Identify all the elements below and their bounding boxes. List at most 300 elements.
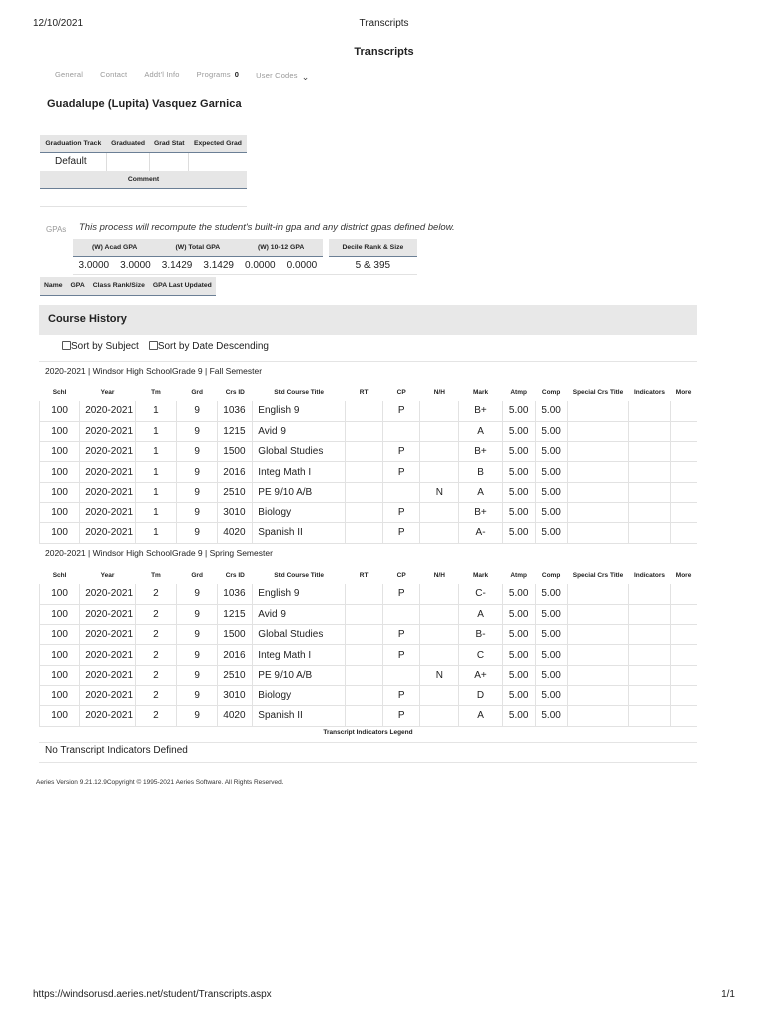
grad-header: Expected Grad [189, 135, 247, 152]
gpa-value: 3.1429 [156, 256, 198, 274]
graduated-value [107, 152, 150, 171]
transcript-indicators-legend-title: Transcript Indicators Legend [323, 729, 413, 736]
table-cell: 2 [135, 625, 176, 645]
column-header: Schl [52, 389, 67, 396]
sort-options [62, 341, 269, 352]
table-row [40, 401, 698, 421]
table-cell: A [459, 706, 502, 726]
table-cell [346, 625, 383, 645]
table-cell: 9 [177, 421, 218, 441]
table-cell: 5.00 [535, 584, 567, 604]
print-date: 12/10/2021 [33, 18, 84, 29]
table-cell: 100 [40, 604, 80, 624]
column-header: N/H [433, 572, 445, 579]
table-cell: 2020-2021 [80, 523, 136, 543]
table-cell: Avid 9 [253, 421, 346, 441]
table-cell: 2 [135, 584, 176, 604]
table-cell: Integ Math I [253, 462, 346, 482]
table-cell [420, 462, 459, 482]
table-cell [670, 665, 697, 685]
table-cell: P [383, 442, 420, 462]
table-cell: A+ [459, 665, 502, 685]
table-cell [670, 401, 697, 421]
table-cell: B [459, 462, 502, 482]
table-cell: P [383, 685, 420, 705]
course-table-fall [39, 384, 697, 544]
table-cell [567, 706, 629, 726]
table-cell [567, 462, 629, 482]
table-cell: 9 [177, 706, 218, 726]
table-cell: 5.00 [535, 401, 567, 421]
table-cell [567, 502, 629, 522]
comment-header: Comment [40, 171, 247, 188]
table-cell: 5.00 [535, 502, 567, 522]
table-cell: 1 [135, 523, 176, 543]
sort-by-date-option[interactable] [149, 341, 269, 352]
rank-header: GPA Last Updated [149, 277, 216, 295]
table-cell [629, 584, 670, 604]
table-cell: 100 [40, 625, 80, 645]
gpa-header: (W) 10-12 GPA [240, 239, 323, 256]
table-cell [670, 584, 697, 604]
table-cell [420, 502, 459, 522]
column-header: RT [359, 389, 369, 396]
table-cell [670, 604, 697, 624]
table-row [40, 502, 698, 522]
table-cell: P [383, 523, 420, 543]
no-indicators-message: No Transcript Indicators Defined [45, 745, 188, 756]
table-cell: 5.00 [535, 665, 567, 685]
table-cell [567, 421, 629, 441]
grad-header: Graduated [107, 135, 150, 152]
table-cell: 5.00 [502, 462, 535, 482]
table-cell: 1 [135, 401, 176, 421]
sort-by-date-label: Sort by Date Descending [157, 341, 269, 352]
table-cell [670, 625, 697, 645]
table-cell [567, 625, 629, 645]
table-cell: 2020-2021 [80, 665, 136, 685]
table-cell: 9 [177, 665, 218, 685]
table-cell [567, 645, 629, 665]
column-header: N/H [433, 389, 445, 396]
print-title: Transcripts [359, 18, 409, 29]
table-cell [670, 462, 697, 482]
gpa-table [73, 239, 417, 275]
column-header: RT [359, 572, 369, 579]
table-cell: 9 [177, 482, 218, 502]
table-cell: P [383, 401, 420, 421]
table-cell [567, 685, 629, 705]
table-cell [346, 482, 383, 502]
table-cell: 9 [177, 462, 218, 482]
term-title-spring: 2020-2021 | Windsor High SchoolGrade 9 | Spring Semester [45, 548, 273, 558]
chevron-down-icon: ⌄ [301, 72, 310, 82]
tab-programs[interactable] [197, 70, 239, 81]
grad-header: Grad Stat [150, 135, 189, 152]
table-cell: 9 [177, 685, 218, 705]
column-header: Indicators [633, 572, 666, 579]
table-cell: 9 [177, 604, 218, 624]
tab-user-codes[interactable] [256, 70, 309, 81]
column-header: Mark [472, 572, 489, 579]
table-cell: A [459, 604, 502, 624]
table-cell [670, 442, 697, 462]
table-cell: 100 [40, 401, 80, 421]
tab-user-codes-label: User Codes [256, 71, 298, 80]
tab-addl-info[interactable]: Addt'l Info [144, 70, 180, 79]
table-cell [567, 604, 629, 624]
table-row [40, 421, 698, 441]
table-cell: 2510 [218, 482, 253, 502]
table-row [40, 442, 698, 462]
column-header: Special Crs Title [572, 572, 624, 579]
table-cell [629, 685, 670, 705]
column-header: Crs ID [225, 572, 245, 579]
column-header: Schl [52, 572, 67, 579]
table-cell: 2510 [218, 665, 253, 685]
table-cell [567, 482, 629, 502]
table-cell: 5.00 [502, 604, 535, 624]
table-cell: 2 [135, 604, 176, 624]
table-cell [420, 645, 459, 665]
gpa-value: 3.0000 [73, 256, 115, 274]
table-cell [420, 706, 459, 726]
column-header: CP [396, 572, 406, 579]
gpa-header: (W) Total GPA [156, 239, 239, 256]
table-cell [567, 584, 629, 604]
table-cell: B+ [459, 442, 502, 462]
table-cell: 100 [40, 502, 80, 522]
table-cell [629, 421, 670, 441]
column-header: More [675, 572, 692, 579]
table-cell: P [383, 625, 420, 645]
table-cell: Global Studies [253, 442, 346, 462]
column-header: Crs ID [225, 389, 245, 396]
divider [39, 762, 697, 763]
table-cell [346, 685, 383, 705]
table-cell [346, 584, 383, 604]
table-cell [420, 584, 459, 604]
table-cell: 2020-2021 [80, 462, 136, 482]
table-cell: 100 [40, 442, 80, 462]
table-cell [346, 401, 383, 421]
table-cell: 2020-2021 [80, 502, 136, 522]
table-cell: 2020-2021 [80, 584, 136, 604]
version-copyright: Aeries Version 9.21.12.9Copyright © 1995-2021 Aeries Software. All Rights Reserved. [36, 779, 284, 786]
table-cell: 1 [135, 442, 176, 462]
table-cell: 5.00 [535, 462, 567, 482]
term-title-fall: 2020-2021 | Windsor High SchoolGrade 9 | Fall Semester [45, 366, 263, 376]
table-cell: 100 [40, 421, 80, 441]
gpa-value: 0.0000 [281, 256, 323, 274]
table-cell: 5.00 [535, 706, 567, 726]
table-cell: Avid 9 [253, 604, 346, 624]
table-cell [346, 421, 383, 441]
gpas-label: GPAs [46, 225, 67, 234]
table-cell [420, 685, 459, 705]
table-cell [346, 604, 383, 624]
table-cell [420, 401, 459, 421]
column-header: Tm [151, 389, 161, 396]
grad-track-value: Default [40, 152, 107, 171]
table-cell: 5.00 [502, 665, 535, 685]
table-cell: 5.00 [535, 523, 567, 543]
table-cell: N [420, 665, 459, 685]
column-header: CP [396, 389, 406, 396]
table-cell: 2 [135, 645, 176, 665]
table-row [40, 685, 698, 705]
decile-rank-value: 5 & 395 [329, 256, 417, 274]
gpa-header: Decile Rank & Size [329, 239, 417, 256]
table-cell: 5.00 [502, 645, 535, 665]
table-cell: B+ [459, 401, 502, 421]
table-cell: 2020-2021 [80, 685, 136, 705]
table-cell: 4020 [218, 706, 253, 726]
table-cell: 2 [135, 706, 176, 726]
table-cell: 1 [135, 462, 176, 482]
table-cell [670, 502, 697, 522]
table-cell: 100 [40, 482, 80, 502]
table-cell: 100 [40, 706, 80, 726]
column-header: Atmp [510, 389, 527, 396]
table-cell: 2016 [218, 462, 253, 482]
table-cell: 2016 [218, 645, 253, 665]
column-header: Grd [191, 572, 203, 579]
divider [39, 742, 697, 743]
page-title: Transcripts [354, 46, 414, 58]
table-cell: P [383, 706, 420, 726]
table-cell: PE 9/10 A/B [253, 482, 346, 502]
student-name: Guadalupe (Lupita) Vasquez Garnica [47, 98, 242, 110]
table-cell [629, 482, 670, 502]
table-cell: C [459, 645, 502, 665]
table-cell [346, 665, 383, 685]
table-cell: 5.00 [502, 502, 535, 522]
table-cell: 2020-2021 [80, 604, 136, 624]
programs-count-badge: 0 [234, 70, 240, 79]
class-rank-table [40, 277, 216, 296]
table-cell [346, 442, 383, 462]
table-cell [629, 401, 670, 421]
table-cell: 5.00 [502, 625, 535, 645]
sort-by-subject-checkbox[interactable] [62, 341, 71, 350]
table-cell: 5.00 [502, 421, 535, 441]
column-header: Mark [472, 389, 489, 396]
table-cell: English 9 [253, 584, 346, 604]
table-cell [383, 665, 420, 685]
table-cell [629, 645, 670, 665]
expected-grad-value [189, 152, 247, 171]
student-tabs [55, 70, 310, 81]
table-cell: 2020-2021 [80, 645, 136, 665]
table-row [40, 482, 698, 502]
table-cell [567, 401, 629, 421]
table-cell: N [420, 482, 459, 502]
rank-header: Name [40, 277, 67, 295]
table-cell: 100 [40, 645, 80, 665]
gpa-value: 3.1429 [198, 256, 240, 274]
table-cell: B- [459, 625, 502, 645]
divider [39, 361, 697, 362]
course-table-spring [39, 567, 697, 727]
table-cell: 9 [177, 442, 218, 462]
table-row [40, 462, 698, 482]
table-cell [420, 625, 459, 645]
table-cell: B+ [459, 502, 502, 522]
table-cell: 2020-2021 [80, 421, 136, 441]
grad-stat-value [150, 152, 189, 171]
gpa-recompute-note: This process will recompute the student's built-in gpa and any district gpas defined below. [79, 222, 455, 233]
column-header: Indicators [633, 389, 666, 396]
table-cell: 4020 [218, 523, 253, 543]
table-cell [346, 523, 383, 543]
table-cell [420, 442, 459, 462]
print-url: https://windsorusd.aeries.net/student/Transcripts.aspx [33, 989, 272, 1000]
print-footer [33, 989, 735, 1003]
grad-header: Graduation Track [40, 135, 107, 152]
table-cell: 2020-2021 [80, 442, 136, 462]
table-cell [670, 645, 697, 665]
table-cell: 1036 [218, 584, 253, 604]
table-cell: 3010 [218, 685, 253, 705]
rank-header: Class Rank/Size [89, 277, 149, 295]
table-cell: 1500 [218, 442, 253, 462]
table-row [40, 625, 698, 645]
table-cell: 9 [177, 523, 218, 543]
table-cell [629, 523, 670, 543]
table-cell: Spanish II [253, 706, 346, 726]
column-header: Year [100, 389, 115, 396]
gpa-value: 3.0000 [115, 256, 157, 274]
table-cell: 1 [135, 482, 176, 502]
print-page-number: 1/1 [721, 989, 735, 1000]
table-cell [629, 625, 670, 645]
table-cell [383, 482, 420, 502]
table-cell: 5.00 [502, 584, 535, 604]
table-cell: A [459, 421, 502, 441]
table-cell: P [383, 462, 420, 482]
tab-general[interactable]: General [55, 70, 84, 79]
table-cell: 9 [177, 584, 218, 604]
table-cell: 5.00 [535, 685, 567, 705]
table-cell: 100 [40, 523, 80, 543]
table-cell [346, 462, 383, 482]
table-cell: 5.00 [535, 442, 567, 462]
print-header [33, 18, 735, 32]
table-cell [383, 421, 420, 441]
table-cell [420, 523, 459, 543]
table-cell: 100 [40, 462, 80, 482]
table-cell: 5.00 [502, 523, 535, 543]
table-cell [567, 665, 629, 685]
table-cell: 5.00 [502, 442, 535, 462]
table-cell [670, 523, 697, 543]
table-cell: 2020-2021 [80, 625, 136, 645]
table-cell: 5.00 [535, 482, 567, 502]
column-header: Comp [541, 389, 561, 396]
table-cell: Spanish II [253, 523, 346, 543]
table-cell: 2020-2021 [80, 706, 136, 726]
table-cell [629, 502, 670, 522]
table-cell: P [383, 645, 420, 665]
table-cell: 5.00 [502, 685, 535, 705]
table-cell: P [383, 502, 420, 522]
column-header: Std Course Title [274, 389, 325, 396]
table-cell: 100 [40, 685, 80, 705]
column-header: Atmp [510, 572, 527, 579]
table-cell [670, 685, 697, 705]
table-cell [346, 706, 383, 726]
table-row [40, 665, 698, 685]
table-cell [629, 604, 670, 624]
gpa-value: 0.0000 [240, 256, 282, 274]
table-cell: 1215 [218, 604, 253, 624]
table-cell: P [383, 584, 420, 604]
table-cell: Integ Math I [253, 645, 346, 665]
table-cell: A [459, 482, 502, 502]
table-cell: 1215 [218, 421, 253, 441]
table-cell: 1 [135, 421, 176, 441]
table-cell [629, 442, 670, 462]
table-row [40, 584, 698, 604]
column-header: Std Course Title [274, 572, 325, 579]
table-cell [346, 502, 383, 522]
course-history-header: Course History [39, 305, 697, 335]
sort-by-subject-option[interactable] [62, 341, 139, 352]
table-cell: 5.00 [535, 625, 567, 645]
table-cell [670, 482, 697, 502]
table-cell: 5.00 [535, 645, 567, 665]
table-row [40, 523, 698, 543]
column-header: Comp [541, 572, 561, 579]
column-header: Grd [191, 389, 203, 396]
table-cell: 2020-2021 [80, 482, 136, 502]
table-row [40, 604, 698, 624]
table-cell: PE 9/10 A/B [253, 665, 346, 685]
table-row [40, 645, 698, 665]
table-cell: Global Studies [253, 625, 346, 645]
table-cell: 2020-2021 [80, 401, 136, 421]
column-header: Tm [151, 572, 161, 579]
graduation-table [40, 135, 247, 207]
table-cell: 5.00 [502, 401, 535, 421]
table-cell [567, 523, 629, 543]
tab-contact[interactable]: Contact [100, 70, 128, 79]
table-cell: 5.00 [535, 421, 567, 441]
table-cell: 1500 [218, 625, 253, 645]
table-cell: 5.00 [535, 604, 567, 624]
tab-programs-label: Programs [196, 70, 231, 79]
table-cell: 3010 [218, 502, 253, 522]
column-header: Special Crs Title [572, 389, 624, 396]
table-cell [346, 645, 383, 665]
table-cell [629, 462, 670, 482]
table-cell: 9 [177, 625, 218, 645]
table-cell [629, 665, 670, 685]
table-cell: C- [459, 584, 502, 604]
table-cell: 100 [40, 584, 80, 604]
sort-by-date-checkbox[interactable] [149, 341, 158, 350]
table-cell [629, 706, 670, 726]
table-cell: A- [459, 523, 502, 543]
table-cell: 100 [40, 665, 80, 685]
column-header: More [675, 389, 692, 396]
table-cell: Biology [253, 685, 346, 705]
sort-by-subject-label: Sort by Subject [71, 341, 139, 352]
column-header: Year [100, 572, 115, 579]
table-cell: Biology [253, 502, 346, 522]
table-cell: 1036 [218, 401, 253, 421]
